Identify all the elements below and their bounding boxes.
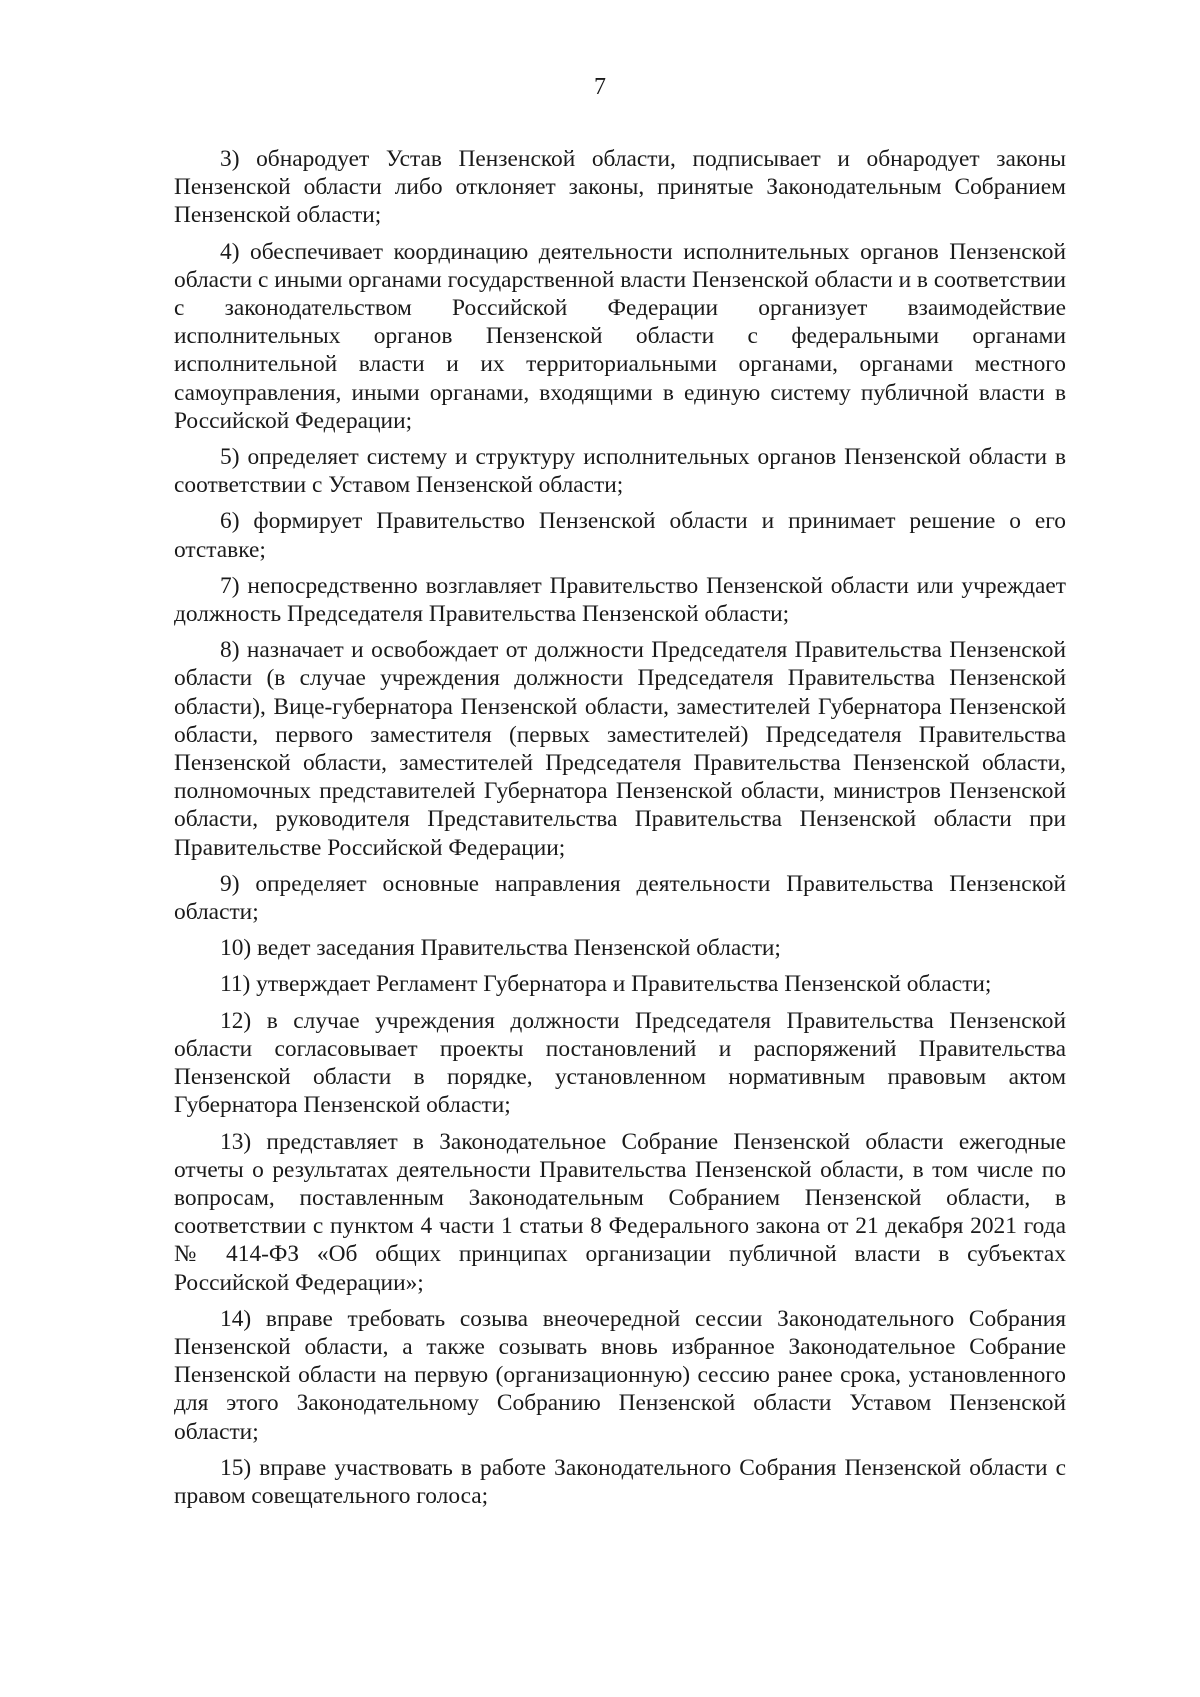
paragraph-item-5: 5) определяет систему и структуру исполнительных органов Пензенской области в соответствии с Уставом Пензенской области;: [174, 444, 1066, 499]
paragraph-item-11: 11) утверждает Регламент Губернатора и Правительства Пензенской области;: [220, 971, 992, 998]
document-body: [174, 145, 1066, 1518]
paragraph-item-7: 7) непосредственно возглавляет Правительство Пензенской области или учреждает должность Председателя Правительства Пензенской области;: [174, 572, 1066, 628]
paragraph-item-3: 3) обнародует Устав Пензенской области, подписывает и обнародует законы Пензенской области либо отклоняет законы, принятые Законодательным Собранием Пензенской области;: [174, 146, 1066, 229]
paragraph-item-10: 10) ведет заседания Правительства Пензенской области;: [220, 935, 781, 962]
paragraph-item-8: 8) назначает и освобождает от должности Председателя Правительства Пензенской области (в случае учреждения должности Председателя Правительства Пензенской области), Вице-губернатора Пензенской области, заместителей Губернатора Пензенской области, первого заместителя (первых заместителей) Председателя Правительства Пензенской области, заместителей Председателя Правительства Пензенской области, полномочных представителей Губернатора Пензенской области, министров Пензенской области, руководителя Представительства Правительства Пензенской области при Правительстве Российской Федерации;: [174, 637, 1066, 861]
paragraph-item-4: 4) обеспечивает координацию деятельности исполнительных органов Пензенской области с иными органами государственной власти Пензенской области и в соответствии с законодательством Российской Федерации организует взаимодействие исполнительных органов Пензенской области с федеральными органами исполнительной власти и их территориальными органами, органами местного самоуправления, иными органами, входящими в единую систему публичной власти в Российской Федерации;: [174, 238, 1066, 434]
paragraph-item-9: 9) определяет основные направления деятельности Правительства Пензенской области;: [174, 870, 1066, 926]
paragraph-item-12: 12) в случае учреждения должности Председателя Правительства Пензенской области согласовывает проекты постановлений и распоряжений Правительства Пензенской области в порядке, установленном нормативным правовым актом Губернатора Пензенской области;: [174, 1007, 1066, 1119]
paragraph-item-14: 14) вправе требовать созыва внеочередной сессии Законодательного Собрания Пензенской области, а также созывать вновь избранное Законодательное Собрание Пензенской области на первую (организационную) сессию ранее срока, установленного для этого Законодательному Собранию Пензенской области Уставом Пензенской области;: [174, 1305, 1066, 1445]
paragraph-item-15: 15) вправе участвовать в работе Законодательного Собрания Пензенской области с правом совещательного голоса;: [174, 1454, 1066, 1509]
paragraph-item-6: 6) формирует Правительство Пензенской области и принимает решение о его отставке;: [174, 508, 1066, 563]
page-number: 7: [594, 74, 606, 100]
paragraph-item-13: 13) представляет в Законодательное Собрание Пензенской области ежегодные отчеты о результатах деятельности Правительства Пензенской области, в том числе по вопросам, поставленным Законодательным Собранием Пензенской области, в соответствии с пунктом 4 части 1 статьи 8 Федерального закона от 21 декабря 2021 года № 414-ФЗ «Об общих принципах организации публичной власти в субъектах Российской Федерации»;: [174, 1128, 1066, 1296]
